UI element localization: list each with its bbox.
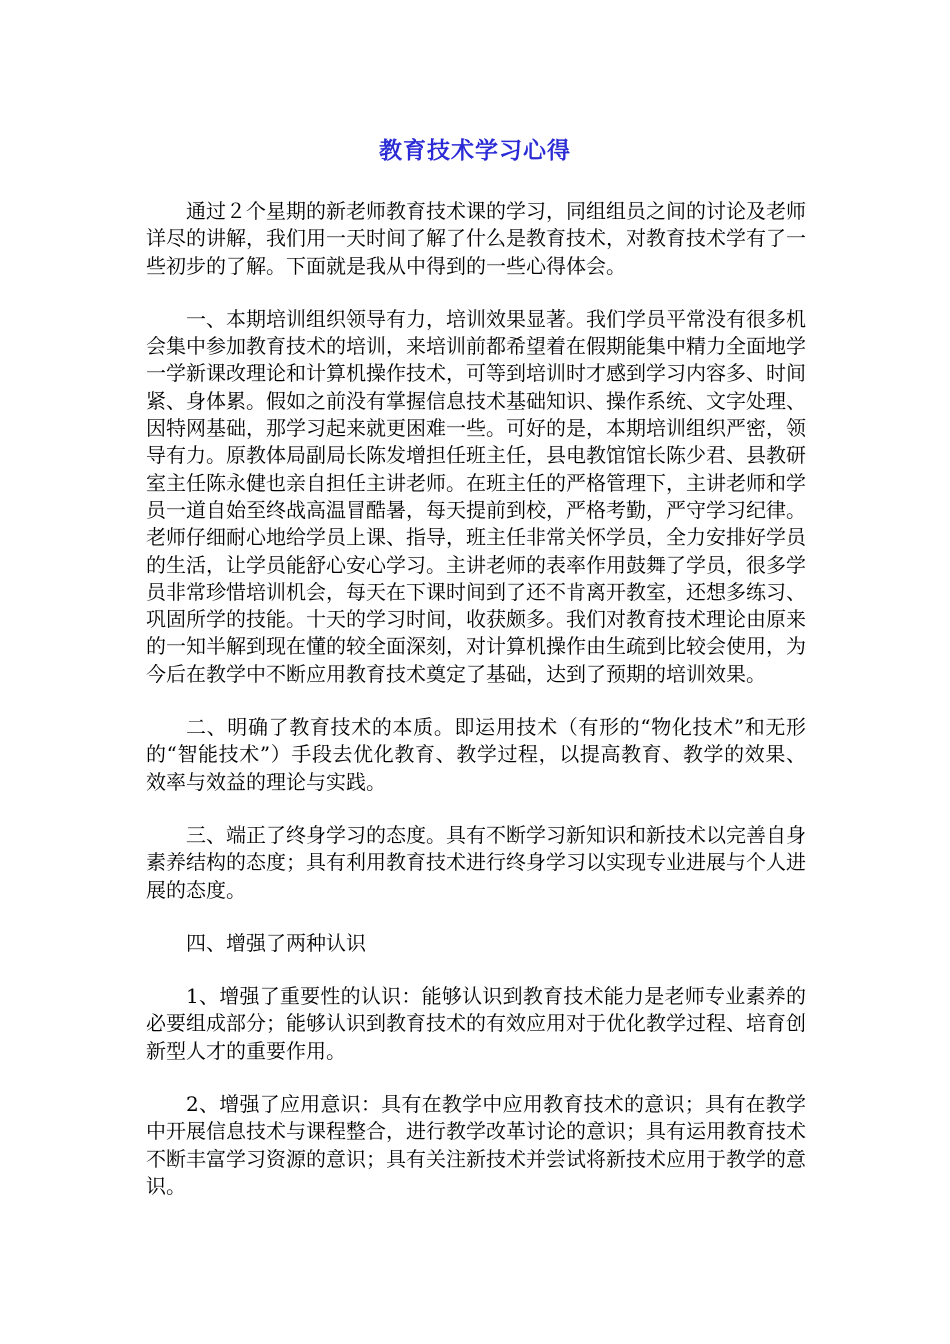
document-body — [146, 198, 806, 1226]
paragraph-section-4-item-1: 1、增强了重要性的认识：能够认识到教育技术能力是老师专业素养的必要组成部分；能够认识到教育技术的有效应用对于优化教学过程、培育创新型人才的重要作用。 — [146, 984, 806, 1063]
paragraph-section-4-item-2: 2、增强了应用意识：具有在教学中应用教育技术的意识；具有在教学中开展信息技术与课程整合，进行教学改革讨论的意识；具有运用教育技术不断丰富学习资源的意识；具有关注新技术并尝试将新技术应用于教学的意识。 — [146, 1092, 806, 1198]
paragraph-section-2: 二、明确了教育技术的本质。即运用技术（有形的“物化技术”和无形的“智能技术”）手段去优化教育、教学过程，以提高教育、教学的效果、效率与效益的理论与实践。 — [146, 715, 806, 794]
paragraph-section-3: 三、端正了终身学习的态度。具有不断学习新知识和新技术以完善自身素养结构的态度；具有利用教育技术进行终身学习以实现专业进展与个人进展的态度。 — [146, 822, 806, 902]
paragraph-section-1: 一、本期培训组织领导有力，培训效果显著。我们学员平常没有很多机会集中参加教育技术的培训，来培训前都希望着在假期能集中精力全面地学一学新课改理论和计算机操作技术，可等到培训时才感到学习内容多、时间紧、身体累。假如之前没有掌握信息技术基础知识、操作系统、文字处理、因特网基础，那学习起来就更困难一些。可好的是，本期培训组织严密，领导有力。原教体局副局长陈发增担任班主任，县电教馆馆长陈少君、县教研室主任陈永健也亲自担任主讲老师。在班主任的严格管理下，主讲老师和学员一道自始至终战高温冒酷暑，每天提前到校，严格考勤，严守学习纪律。老师仔细耐心地给学员上课、指导，班主任非常关怀学员，全力安排好学员的生活，让学员能舒心安心学习。主讲老师的表率作用鼓舞了学员，很多学员非常珍惜培训机会，每天在下课时间到了还不肯离开教室，还想多练习、巩固所学的技能。十天的学习时间，收获颇多。我们对教育技术理论由原来的一知半解到现在懂的较全面深刻，对计算机操作由生疏到比较会使用，为今后在教学中不断应用教育技术奠定了基础，达到了预期的培训效果。 — [146, 306, 806, 686]
paragraph-intro: 通过２个星期的新老师教育技术课的学习，同组组员之间的讨论及老师详尽的讲解，我们用一天时间了解了什么是教育技术，对教育技术学有了一些初步的了解。下面就是我从中得到的一些心得体会。 — [146, 199, 806, 278]
page-title: 教育技术学习心得 — [379, 138, 571, 164]
paragraph-section-4-heading: 四、增强了两种认识 — [186, 930, 366, 955]
